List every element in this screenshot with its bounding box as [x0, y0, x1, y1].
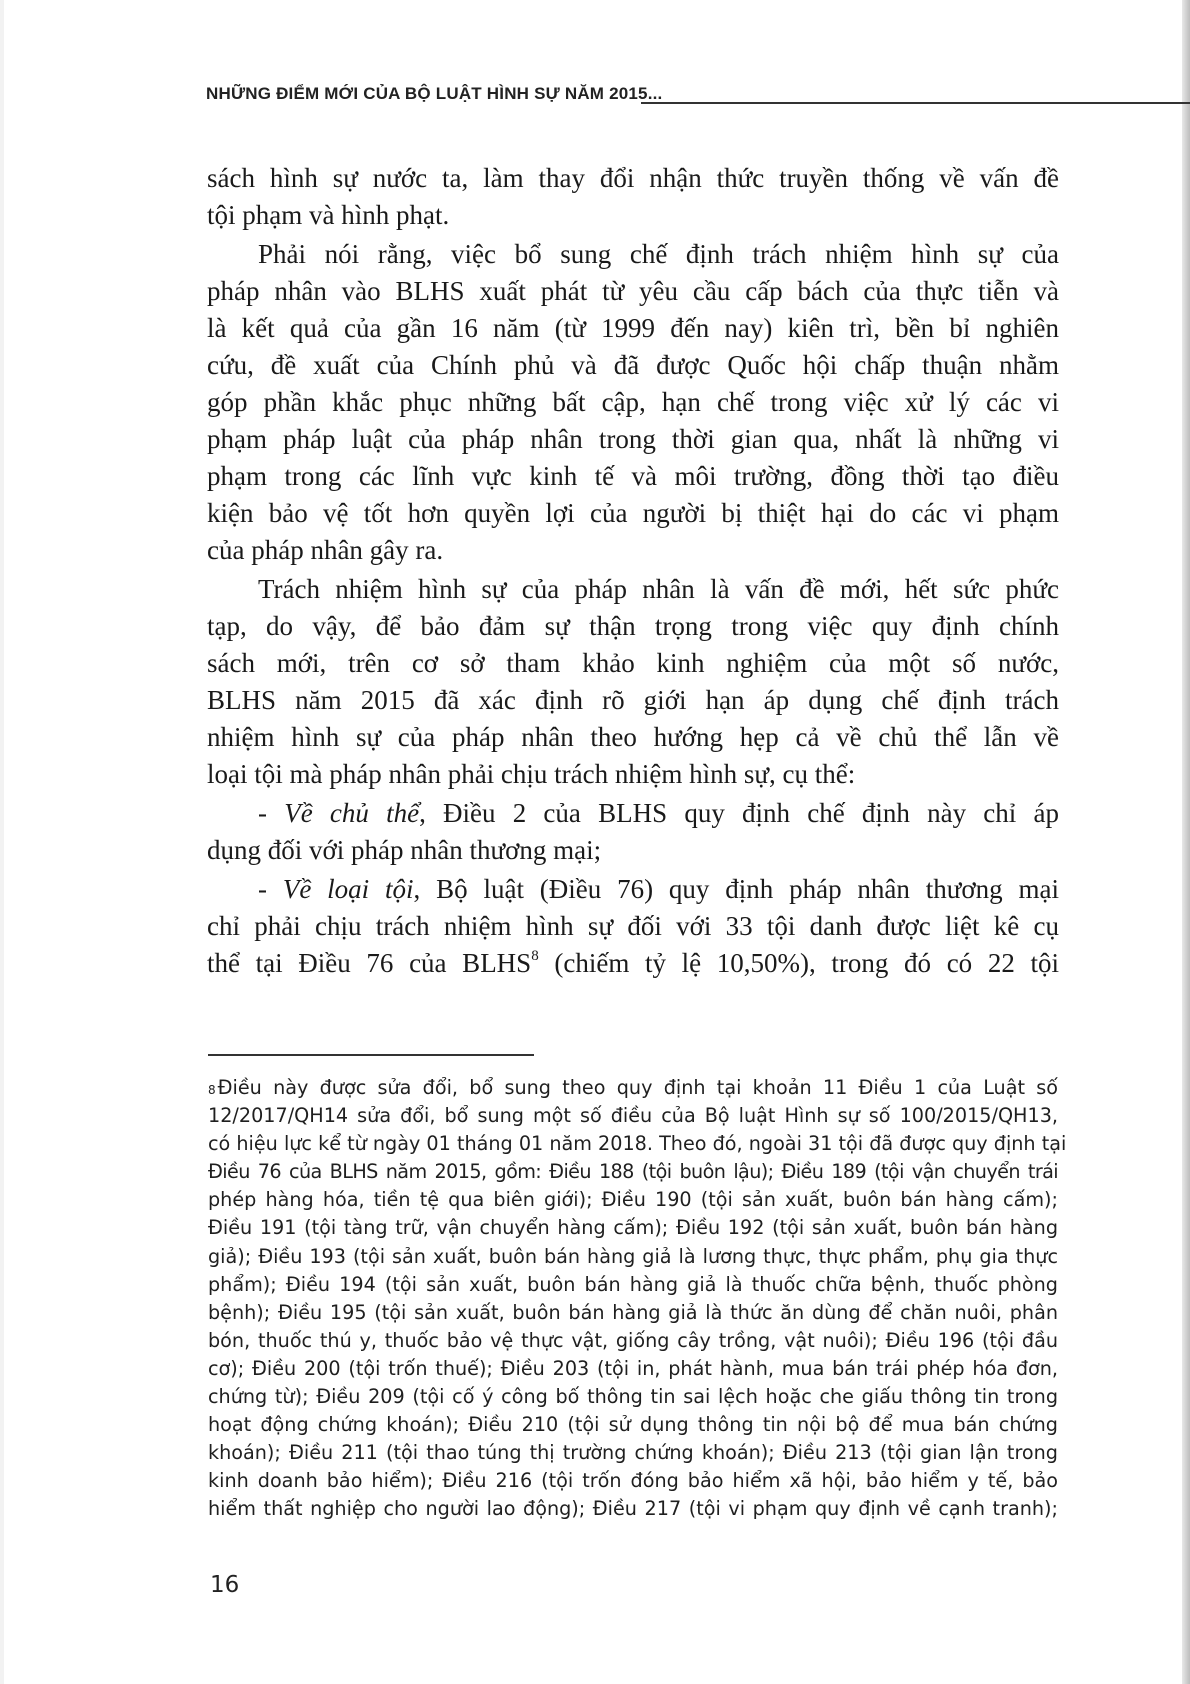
body-line: tội phạm và hình phạt.	[207, 200, 450, 230]
body-line: Phải nói rằng, việc bổ sung chế định trách nhiệm hình sự của	[258, 239, 1059, 269]
footnote-line: bón, thuốc thú y, thuốc bảo vệ thực vật, giống cây trồng, vật nuôi); Điều 196 (tội đầu	[208, 1328, 1058, 1352]
body-line: dụng đối với pháp nhân thương mại;	[207, 835, 602, 865]
footnote-line: Điều 191 (tội tàng trữ, vận chuyển hàng cấm); Điều 192 (tội sản xuất, buôn bán hàng	[208, 1216, 1058, 1240]
footnote-rule	[208, 1054, 534, 1056]
list-item-offense: - Về loại tội, Bộ luật (Điều 76) quy định pháp nhân thương mại	[258, 874, 1059, 904]
body-line: kiện bảo vệ tốt hơn quyền lợi của người bị thiệt hại do các vi phạm	[207, 498, 1059, 528]
footnote-line: kinh doanh bảo hiểm); Điều 216 (tội trốn đóng bảo hiểm xã hội, bảo hiểm y tế, bảo	[208, 1469, 1058, 1493]
body-line: pháp nhân vào BLHS xuất phát từ yêu cầu cấp bách của thực tiễn và	[207, 276, 1059, 306]
body-line: chỉ phải chịu trách nhiệm hình sự đối với 33 tội danh được liệt kê cụ	[207, 911, 1059, 941]
page-left-edge	[0, 0, 4, 1684]
body-line: tạp, do vậy, để bảo đảm sự thận trọng trong việc quy định chính	[207, 611, 1059, 641]
body-line-with-footnote-ref: thể tại Điều 76 của BLHS$^8$ (chiếm tỷ lệ 10,50%), trong đó có 22 tội	[207, 948, 1059, 978]
footnote-line: 12/2017/QH14 sửa đổi, bổ sung một số điều của Bộ luật Hình sự số 100/2015/QH13,	[208, 1104, 1058, 1128]
footnote-marker: 8	[208, 1083, 216, 1097]
footnote-line: giả); Điều 193 (tội sản xuất, buôn bán hàng giả là lương thực, thực phẩm, phụ gia thực	[208, 1244, 1058, 1268]
body-line: sách mới, trên cơ sở tham khảo kinh nghiệm của một số nước,	[207, 648, 1059, 678]
body-line: phạm trong các lĩnh vực kinh tế và môi trường, đồng thời tạo điều	[207, 461, 1059, 491]
page-right-edge	[1182, 0, 1190, 1684]
running-header	[206, 84, 1060, 104]
body-line: cứu, đề xuất của Chính phủ và đã được Quốc hội chấp thuận nhằm	[207, 350, 1059, 380]
footnote-line: $^8$ Điều này được sửa đổi, bổ sung theo quy định tại khoản 11 Điều 1 của Luật số	[208, 1076, 1058, 1099]
body-text	[207, 160, 1059, 982]
running-title: NHỮNG ĐIỂM MỚI CỦA BỘ LUẬT HÌNH SỰ NĂM 2015...	[206, 84, 663, 103]
list-item-subject: - Về chủ thể, Điều 2 của BLHS quy định chế định này chỉ áp	[258, 798, 1059, 828]
footnote	[208, 1074, 1067, 1524]
footnote-line: chứng từ); Điều 209 (tội cố ý công bố thông tin sai lệch hoặc che giấu thông tin trong	[208, 1385, 1058, 1409]
footnote-line: phẩm); Điều 194 (tội sản xuất, buôn bán hàng giả là thuốc chữa bệnh, thuốc phòng	[208, 1272, 1058, 1296]
italic-term: Về loại tội	[282, 874, 414, 904]
body-line: nhiệm hình sự của pháp nhân theo hướng hẹp cả về chủ thể lẫn về	[207, 722, 1059, 752]
body-line: là kết quả của gần 16 năm (từ 1999 đến nay) kiên trì, bền bỉ nghiên	[207, 313, 1059, 343]
footnote-line: khoán); Điều 211 (tội thao túng thị trường chứng khoán); Điều 213 (tội gian lận trong	[208, 1441, 1058, 1465]
italic-term: Về chủ thể	[284, 798, 420, 828]
footnote-line: hoạt động chứng khoán); Điều 210 (tội sử dụng thông tin nội bộ để mua bán chứng	[208, 1413, 1058, 1437]
body-line: góp phần khắc phục những bất cập, hạn chế trong việc xử lý các vi	[207, 387, 1059, 417]
body-line: loại tội mà pháp nhân phải chịu trách nhiệm hình sự, cụ thể:	[207, 759, 856, 789]
footnote-line: phép hàng hóa, tiền tệ qua biên giới); Điều 190 (tội sản xuất, buôn bán hàng cấm);	[208, 1188, 1058, 1212]
footnote-line: có hiệu lực kể từ ngày 01 tháng 01 năm 2018. Theo đó, ngoài 31 tội đã được quy định tại	[208, 1132, 1067, 1156]
footnote-line: bệnh); Điều 195 (tội sản xuất, buôn bán hàng giả là thức ăn dùng để chăn nuôi, phân	[208, 1300, 1058, 1324]
page-number: 16	[210, 1572, 240, 1598]
body-line: phạm pháp luật của pháp nhân trong thời gian qua, nhất là những vi	[207, 424, 1059, 454]
footnote-reference[interactable]: 8	[531, 948, 539, 964]
footnote-line: hiểm thất nghiệp cho người lao động); Điều 217 (tội vi phạm quy định về cạnh tranh);	[208, 1497, 1058, 1521]
body-line: Trách nhiệm hình sự của pháp nhân là vấn đề mới, hết sức phức	[258, 574, 1059, 604]
footnote-line: cơ); Điều 200 (tội trốn thuế); Điều 203 (tội in, phát hành, mua bán trái phép hóa đơn,	[208, 1356, 1058, 1380]
body-line: sách hình sự nước ta, làm thay đổi nhận thức truyền thống về vấn đề	[207, 163, 1059, 193]
body-line: BLHS năm 2015 đã xác định rõ giới hạn áp dụng chế định trách	[207, 685, 1059, 715]
header-rule	[641, 102, 1190, 104]
body-line: của pháp nhân gây ra.	[207, 535, 444, 565]
footnote-line: Điều 76 của BLHS năm 2015, gồm: Điều 188 (tội buôn lậu); Điều 189 (tội vận chuyển trái	[208, 1160, 1058, 1184]
